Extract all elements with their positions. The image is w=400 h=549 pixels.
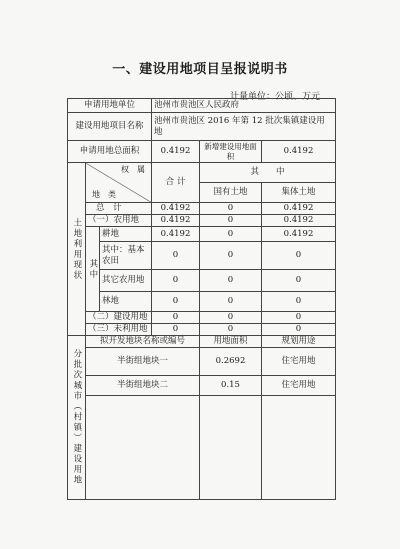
header-row-1	[68, 163, 336, 183]
total-area-row	[68, 141, 336, 163]
row-total: 0.4192	[152, 203, 200, 215]
row-total: 0	[152, 242, 200, 270]
applicant-value: 池州市贵池区人民政府	[152, 99, 336, 113]
row-collective: 0.4192	[262, 215, 336, 227]
table-row	[68, 292, 336, 312]
table-row	[68, 270, 336, 292]
new-area-label: 新增建设用地面积	[200, 141, 262, 163]
row-total: 0	[152, 292, 200, 312]
total-area-label: 申请用地总面积	[68, 141, 152, 163]
plot-use-header: 规划用途	[262, 336, 336, 348]
table-row	[68, 312, 336, 324]
row-collective: 0	[262, 324, 336, 336]
row-state: 0	[200, 312, 262, 324]
empty-cell	[262, 396, 336, 500]
row-label: （一）农用地	[86, 215, 152, 227]
new-area-value: 0.4192	[262, 141, 336, 163]
batch-section-label: 分批次城市（村镇）建设用地	[68, 336, 86, 500]
table-row	[68, 324, 336, 336]
plot-row	[68, 376, 336, 396]
row-label: （二）建设用地	[86, 312, 152, 324]
empty-cell	[200, 396, 262, 500]
project-row	[68, 113, 336, 141]
row-label: 耕地	[100, 227, 152, 242]
row-state: 0	[200, 292, 262, 312]
project-value: 池州市贵池区 2016 年第 12 批次集镇建设用地	[152, 113, 336, 141]
row-state: 0	[200, 324, 262, 336]
row-label: 其它农用地	[100, 270, 152, 292]
row-collective: 0	[262, 270, 336, 292]
empty-cell	[86, 396, 200, 500]
row-state: 0	[200, 242, 262, 270]
total-area-value: 0.4192	[152, 141, 200, 163]
row-collective: 0	[262, 312, 336, 324]
unit-note: 计量单位：公顷、万元	[230, 92, 321, 102]
among-header: 其 中	[200, 163, 336, 183]
table-row	[68, 242, 336, 270]
ownership-header: 权 属	[121, 165, 145, 174]
row-label: 其中：基本农田	[100, 242, 152, 270]
plan-header-row	[68, 336, 336, 348]
row-total: 0	[152, 270, 200, 292]
plot-name-header: 拟开发地块名称或编号	[86, 336, 200, 348]
row-state: 0	[200, 227, 262, 242]
project-label: 建设用地项目名称	[68, 113, 152, 141]
state-land-header: 国有土地	[200, 183, 262, 203]
plot-row	[68, 348, 336, 376]
row-state: 0	[200, 215, 262, 227]
land-type-header: 地 类	[92, 190, 116, 199]
row-collective: 0	[262, 242, 336, 270]
land-use-section-label: 土地利用现状	[68, 163, 86, 336]
plot-use: 住宅用地	[262, 376, 336, 396]
project-form-table	[67, 98, 336, 500]
plot-name: 半街组地块一	[86, 348, 200, 376]
plot-empty-row	[68, 396, 336, 500]
row-label: 总 计	[86, 203, 152, 215]
row-label: （三）未利用地	[86, 324, 152, 336]
row-state: 0	[200, 203, 262, 215]
applicant-label: 申请用地单位	[68, 99, 152, 113]
total-header: 合 计	[152, 163, 200, 203]
row-total: 0	[152, 324, 200, 336]
row-total: 0	[152, 312, 200, 324]
document-title: 一、建设用地项目呈报说明书	[112, 62, 288, 77]
row-collective: 0.4192	[262, 203, 336, 215]
table-row	[68, 203, 336, 215]
plot-area-header: 用地面积	[200, 336, 262, 348]
plot-area: 0.2692	[200, 348, 262, 376]
row-total: 0.4192	[152, 227, 200, 242]
collective-land-header: 集体土地	[262, 183, 336, 203]
applicant-row	[68, 99, 336, 113]
table-row	[68, 227, 336, 242]
among-sub-label: 其中	[86, 227, 100, 312]
plot-area: 0.15	[200, 376, 262, 396]
plot-use: 住宅用地	[262, 348, 336, 376]
row-collective: 0.4192	[262, 227, 336, 242]
table-row	[68, 215, 336, 227]
row-label: 林地	[100, 292, 152, 312]
row-collective: 0	[262, 292, 336, 312]
plot-name: 半街组地块二	[86, 376, 200, 396]
category-diagonal-header	[86, 163, 152, 203]
row-state: 0	[200, 270, 262, 292]
row-total: 0.4192	[152, 215, 200, 227]
